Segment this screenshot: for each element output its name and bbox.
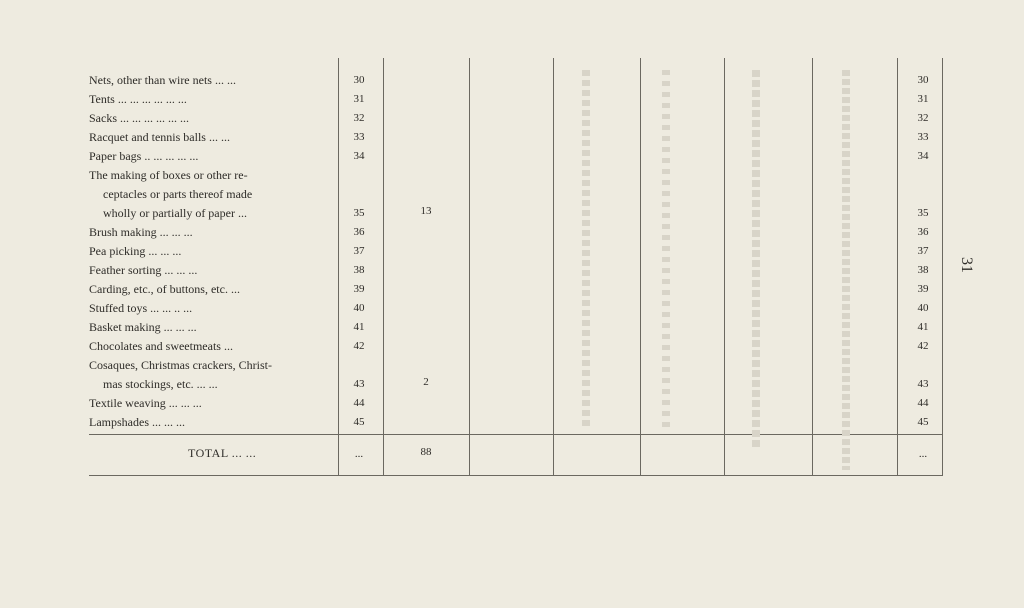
item-number-right: 45 (917, 416, 929, 428)
occupation-label: Feather sorting ... ... ... (89, 263, 198, 277)
item-number: 35 (353, 207, 365, 219)
occupation-label: Chocolates and sweetmeats ... (89, 339, 233, 353)
outworker-count: 2 (423, 376, 429, 388)
item-number-right: 38 (917, 264, 929, 276)
column-rule (553, 58, 554, 476)
page-number: 31 (958, 257, 975, 273)
item-number: 37 (353, 245, 365, 257)
item-number: 39 (353, 283, 365, 295)
item-number-right: 32 (917, 112, 929, 124)
item-number-right: 35 (917, 207, 929, 219)
total-rule-bottom (89, 475, 942, 476)
occupation-label: ceptacles or parts thereof made (103, 187, 253, 201)
item-number: 34 (353, 150, 365, 162)
occupation-label: The making of boxes or other re- (89, 168, 248, 182)
occupation-label: Cosaques, Christmas crackers, Christ- (89, 358, 272, 372)
item-number-right: 30 (917, 74, 929, 86)
column-rule (469, 58, 470, 476)
occupation-label: mas stockings, etc. ... ... (103, 377, 218, 391)
outworker-count: 13 (420, 205, 432, 217)
column-rule (897, 58, 898, 476)
item-number: 36 (353, 226, 365, 238)
occupation-label: Nets, other than wire nets ... ... (89, 73, 236, 87)
occupation-label: Stuffed toys ... ... .. ... (89, 301, 193, 315)
item-number-right: 42 (917, 340, 929, 352)
occupation-label: Carding, etc., of buttons, etc. ... (89, 282, 240, 296)
occupation-label: Basket making ... ... ... (89, 320, 197, 334)
item-number-right: 40 (917, 302, 929, 314)
occupation-label: wholly or partially of paper ... (103, 206, 247, 220)
item-number-right: 43 (917, 378, 929, 390)
item-number-right: 41 (917, 321, 929, 333)
total-label: TOTAL ... ... (188, 446, 257, 460)
item-number-right: 36 (917, 226, 929, 238)
item-number: 42 (353, 340, 365, 352)
column-rule (724, 58, 725, 476)
item-number: 45 (353, 416, 365, 428)
item-number: 33 (353, 131, 365, 143)
item-number: 31 (353, 93, 365, 105)
item-number: 32 (353, 112, 365, 124)
item-number-right: 31 (917, 93, 929, 105)
item-number-right: 34 (917, 150, 929, 162)
item-number: 44 (353, 397, 365, 409)
occupation-label: Lampshades ... ... ... (89, 415, 185, 429)
total-count: 88 (420, 446, 432, 458)
occupation-label: Brush making ... ... ... (89, 225, 193, 239)
item-number-right: 33 (917, 131, 929, 143)
occupation-label: Pea picking ... ... ... (89, 244, 182, 258)
occupation-label: Sacks ... ... ... ... ... ... (89, 111, 189, 125)
column-rule (383, 58, 384, 476)
occupation-label: Textile weaving ... ... ... (89, 396, 202, 410)
occupation-label: Racquet and tennis balls ... ... (89, 130, 230, 144)
item-number-right: 39 (917, 283, 929, 295)
item-number: 38 (353, 264, 365, 276)
column-rule (640, 58, 641, 476)
total-number: ... (354, 448, 364, 460)
item-number: 30 (353, 74, 365, 86)
total-number-right: ... (918, 448, 928, 460)
occupation-label: Paper bags .. ... ... ... ... (89, 149, 199, 163)
column-rule (812, 58, 813, 476)
occupation-label: Tents ... ... ... ... ... ... (89, 92, 187, 106)
item-number: 43 (353, 378, 365, 390)
item-number: 41 (353, 321, 365, 333)
item-number-right: 37 (917, 245, 929, 257)
item-number-right: 44 (917, 397, 929, 409)
total-rule-top (89, 434, 942, 435)
item-number: 40 (353, 302, 365, 314)
